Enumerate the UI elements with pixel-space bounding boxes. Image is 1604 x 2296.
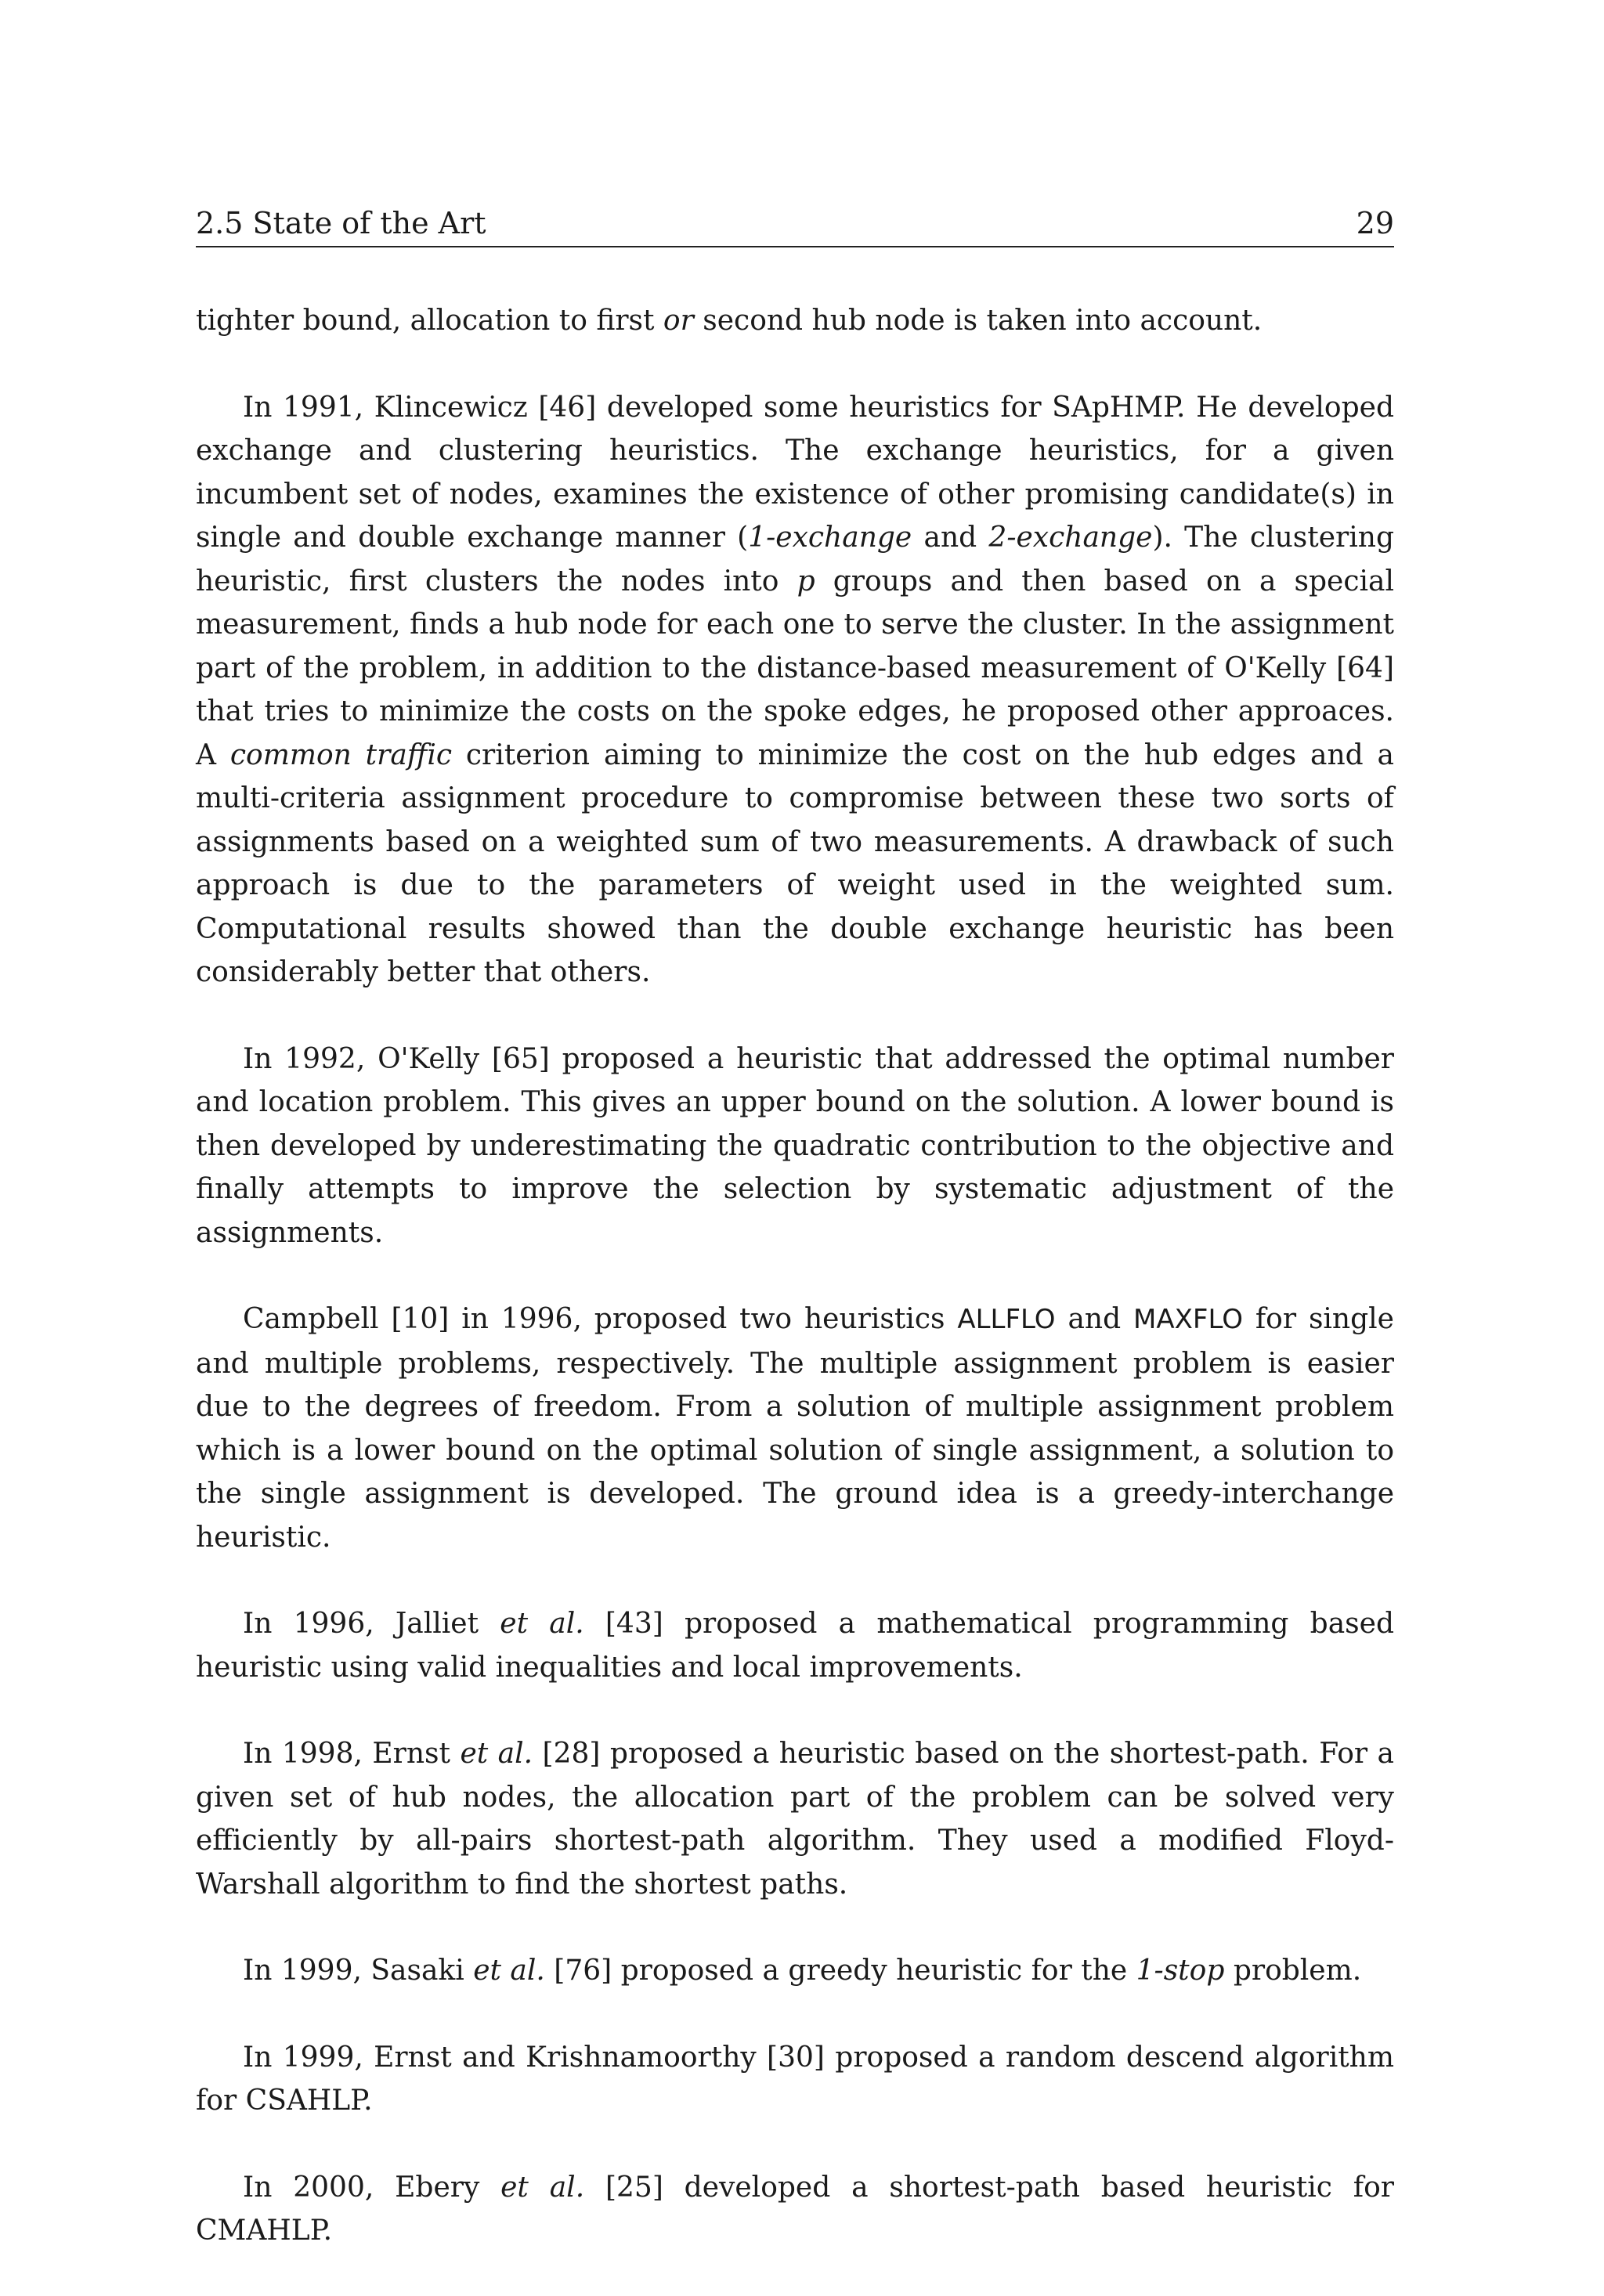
paragraph-0: tighter bound, allocation to first or second hub node is taken into account. [196, 305, 1263, 337]
page-number: 29 [1356, 206, 1394, 240]
paragraph-6: In 1999, Sasaki et al. [76] proposed a greedy heuristic for the 1-stop problem. [243, 1955, 1362, 1987]
running-header [196, 205, 1394, 247]
paragraph-8: In 2000, Ebery et al. [25] developed a shortest-path based heuristic for CMAHLP. [196, 2171, 1394, 2247]
paragraph-7: In 1999, Ernst and Krishnamoorthy [30] proposed a random descend algorithm for CSAHLP. [196, 2041, 1394, 2117]
paragraph-1: In 1991, Klincewicz [46] developed some heuristics for SApHMP. He developed exchange and clustering heuristics. The exchange heuristics, for a given incumbent set of nodes, examines the existence of other promising candidate(s) in single and double exchange manner (1-exchange and 2-exchange). The clustering heuristic, first clusters the nodes into p groups and then based on a special measurement, finds a hub node for each one to serve the cluster. In the assignment part of the problem, in addition to the distance-based measurement of O'Kelly [64] that tries to minimize the costs on the spoke edges, he proposed other approaces. A common traffic criterion aiming to minimize the cost on the hub edges and a multi-criteria assignment procedure to compromise between these two sorts of assignments based on a weighted sum of two measurements. A drawback of such approach is due to the parameters of weight used in the weighted sum. Computational results showed than the double exchange heuristic has been considerably better that others. [196, 391, 1394, 988]
body-text [196, 299, 1394, 2296]
section-title: 2.5 State of the Art [196, 206, 486, 240]
paragraph-4: In 1996, Jalliet et al. [43] proposed a mathematical programming based heuristic using valid inequalities and local improvements. [196, 1608, 1394, 1684]
paragraph-3: Campbell [10] in 1996, proposed two heuristics ALLFLO and MAXFLO for single and multiple problems, respectively. The multiple assignment problem is easier due to the degrees of freedom. From a solution of multiple assignment problem which is a lower bound on the optimal solution of single assignment, a solution to the single assignment is developed. The ground idea is a greedy-interchange heuristic. [196, 1303, 1394, 1554]
paragraph-2: In 1992, O'Kelly [65] proposed a heuristic that addressed the optimal number and location problem. This gives an upper bound on the solution. A lower bound is then developed by underestimating the quadratic contribution to the objective and finally attempts to improve the selection by systematic adjustment of the assignments. [196, 1042, 1394, 1249]
paragraph-5: In 1998, Ernst et al. [28] proposed a heuristic based on the shortest-path. For a given set of hub nodes, the allocation part of the problem can be solved very efficiently by all-pairs shortest-path algorithm. They used a modified Floyd-Warshall algorithm to find the shortest paths. [196, 1738, 1395, 1901]
